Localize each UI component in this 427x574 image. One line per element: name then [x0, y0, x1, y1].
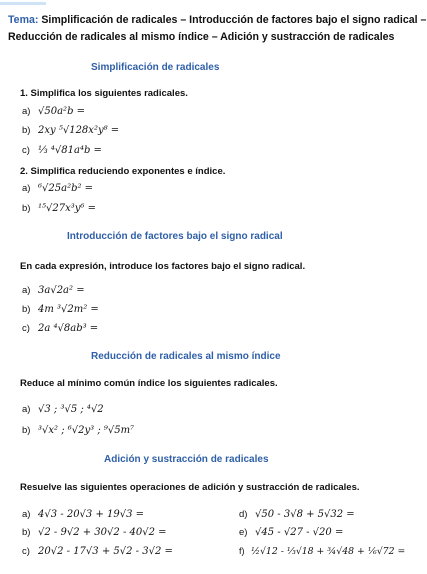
math-expression: √50a²b =	[38, 106, 86, 117]
document-title	[8, 12, 426, 46]
q2-item-b	[22, 203, 96, 214]
question-2-prompt: 2. Simplifica reduciendo exponentes e índice.	[20, 166, 226, 177]
math-expression: ⁶√25a²b² =	[38, 183, 94, 194]
title-line-1: Simplificación de radicales – Introducción de factores bajo el signo radical –	[38, 14, 427, 26]
math-expression: 4m ³√2m² =	[38, 304, 99, 315]
intro-prompt: En cada expresión, introduce los factores bajo el signo radical.	[20, 261, 306, 272]
item-letter: a)	[22, 183, 31, 194]
section-title-reduccion: Reducción de radicales al mismo índice	[91, 351, 281, 362]
add-prompt: Resuelve las siguientes operaciones de adición y sustracción de radicales.	[20, 482, 360, 493]
add-item-a	[22, 509, 144, 520]
item-letter: c)	[22, 546, 30, 557]
q1-item-c	[22, 145, 102, 156]
q1-item-a	[22, 106, 85, 117]
add-item-c	[22, 546, 173, 557]
add-item-d	[239, 509, 355, 520]
intro-item-c	[22, 323, 98, 334]
title-label: Tema:	[8, 14, 39, 26]
math-expression: 4√3 - 20√3 + 19√3 =	[38, 509, 145, 520]
math-expression: 2xy ⁵√128x²y⁸ =	[38, 125, 120, 136]
reduce-item-b	[22, 425, 134, 436]
math-expression: 2a ⁴√8ab³ =	[38, 323, 99, 334]
item-letter: b)	[22, 203, 31, 214]
math-expression: √45 - √27 - √20 =	[255, 527, 344, 538]
item-letter: b)	[22, 425, 31, 436]
q2-item-a	[22, 183, 93, 194]
math-expression: √50 - 3√8 + 5√32 =	[255, 509, 355, 520]
q1-item-b	[22, 125, 119, 136]
math-expression: ¹⁵√27x³y⁶ =	[38, 203, 96, 214]
add-item-b	[22, 527, 167, 538]
item-letter: a)	[22, 509, 31, 520]
item-letter: c)	[22, 145, 30, 156]
item-letter: b)	[22, 304, 31, 315]
section-title-simplificacion: Simplificación de radicales	[91, 62, 220, 73]
math-expression: 3a√2a² =	[38, 285, 85, 296]
item-letter: e)	[239, 527, 248, 538]
section-title-introduccion: Introducción de factores bajo el signo radical	[67, 231, 283, 242]
item-letter: b)	[22, 527, 31, 538]
item-letter: c)	[22, 323, 30, 334]
add-item-f	[239, 546, 405, 557]
item-letter: f)	[239, 546, 245, 556]
math-expression: ³√x² ; ⁶√2y³ ; ⁹√5m⁷	[38, 425, 135, 436]
item-letter: b)	[22, 125, 31, 136]
math-expression: √3 ; ³√5 ; ⁴√2	[38, 404, 104, 415]
reduce-prompt: Reduce al mínimo común índice los siguientes radicales.	[20, 378, 278, 389]
math-expression: √2 - 9√2 + 30√2 - 40√2 =	[38, 527, 167, 538]
item-letter: a)	[22, 285, 31, 296]
item-letter: d)	[239, 509, 248, 520]
intro-item-b	[22, 304, 99, 315]
intro-item-a	[22, 285, 85, 296]
reduce-item-a	[22, 404, 104, 415]
math-expression: ⅓ ⁴√81a⁴b =	[38, 145, 102, 156]
item-letter: a)	[22, 106, 31, 117]
top-decoration	[0, 2, 46, 5]
math-expression: 20√2 - 17√3 + 5√2 - 3√2 =	[38, 546, 173, 557]
item-letter: a)	[22, 404, 31, 415]
math-expression: ½√12 - ⅓√18 + ¾√48 + ⅙√72 =	[251, 546, 406, 557]
section-title-adicion: Adición y sustracción de radicales	[104, 454, 269, 465]
question-1-prompt: 1. Simplifica los siguientes radicales.	[20, 88, 188, 99]
add-item-e	[239, 527, 343, 538]
title-line-2: Reducción de radicales al mismo índice – Adición y sustracción de radicales	[8, 31, 395, 43]
